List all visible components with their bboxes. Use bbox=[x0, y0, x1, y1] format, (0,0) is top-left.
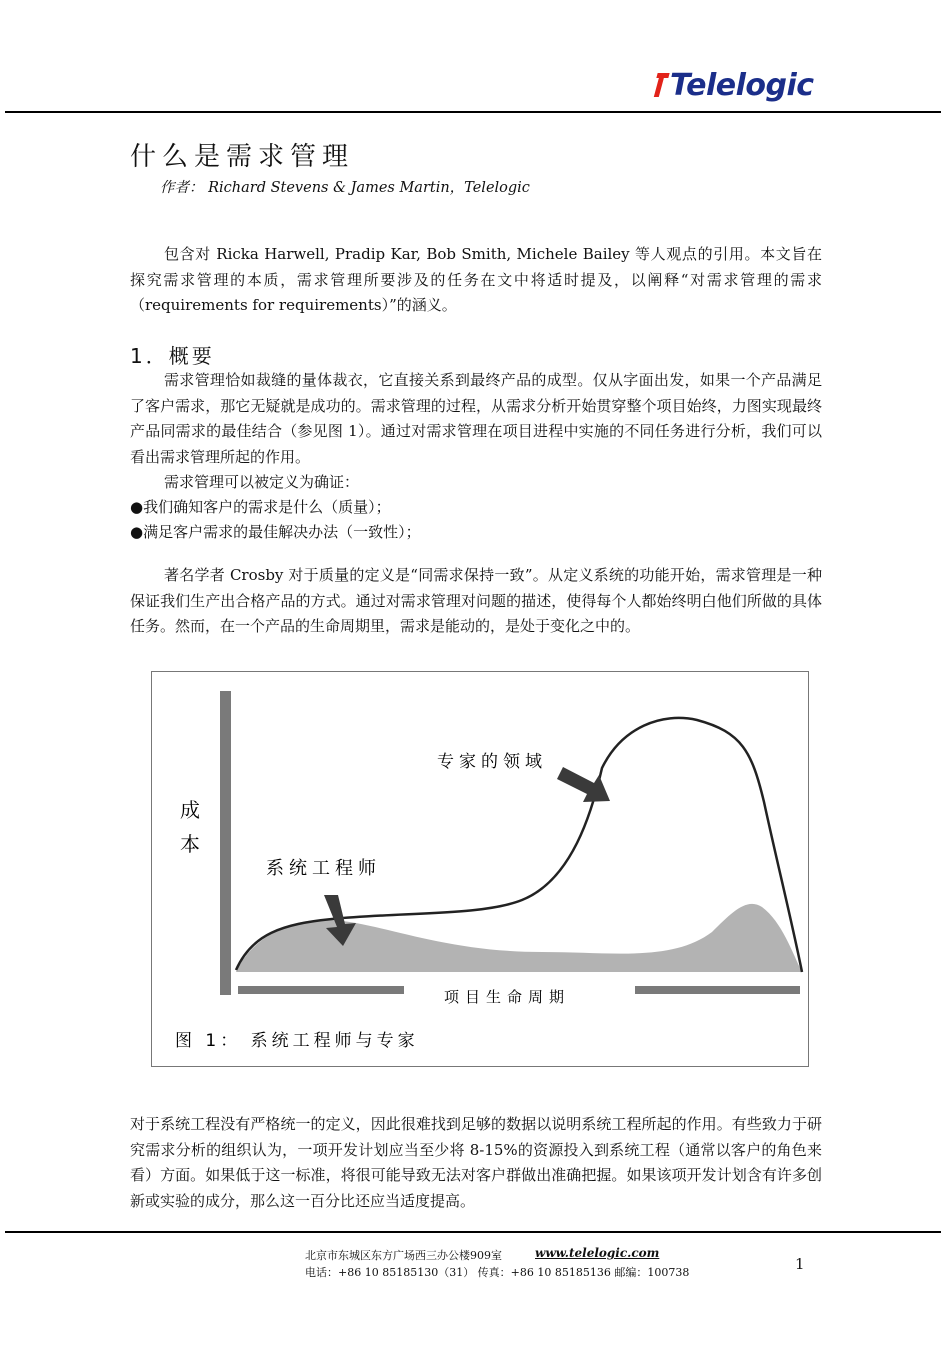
page-title: 什么是需求管理 bbox=[130, 142, 355, 172]
lifecycle-bar-left bbox=[238, 986, 404, 994]
x-axis-label: 项目生命周期 bbox=[444, 988, 571, 1006]
definition-intro: 需求管理可以被定义为确证： bbox=[164, 473, 360, 491]
figure-1 bbox=[151, 671, 809, 1067]
section1-p3-text: 对于系统工程没有严格统一的定义，因此很难找到足够的数据以说明系统工程所起的作用。有些致力于研究需求分析的组织认为，一项开发计划应当至少将 8-15%的资源投入到系统工程（通常以客户的角色来看）方面。如果低于这一标准，将很可能导致无法对客户群做出准确把握。如果该项开发计划含有许多创新或实验的成分，那么这一百分比还应当适度提高。 bbox=[130, 1115, 822, 1210]
engineer-area bbox=[236, 904, 802, 972]
page-number: 1 bbox=[795, 1255, 805, 1273]
footer-rule bbox=[5, 1231, 941, 1233]
logo-text: Telelogic bbox=[670, 68, 814, 103]
section1-paragraph-2 bbox=[130, 563, 822, 640]
section1-p2-text: 著名学者 Crosby 对于质量的定义是“同需求保持一致”。从定义系统的功能开始，需求管理是一种保证我们生产出合格产品的方式。通过对需求管理对问题的描述，使得每个人都始终明白他们所做的具体任务。然而，在一个产品的生命周期里，需求是能动的，是处于变化之中的。 bbox=[130, 566, 822, 635]
logo-mark-icon bbox=[655, 73, 669, 97]
lifecycle-bar-right bbox=[635, 986, 800, 994]
section-heading: 1．概要 bbox=[130, 344, 215, 368]
intro-text: 包含对 Ricka Harwell, Pradip Kar, Bob Smith, Michele Bailey 等人观点的引用。本文旨在探究需求管理的本质，需求管理所要涉及的任务在文中将适时提及，以阐释“对需求管理的需求（requirements for requirements）”的涵义。 bbox=[130, 245, 822, 314]
footer-contact: 电话：+86 10 85185130（31） 传真：+86 10 85185136 邮编：100738 bbox=[305, 1266, 690, 1279]
y-axis-label-1: 成 bbox=[180, 798, 200, 822]
author-line: 作者： Richard Stevens & James Martin，Telelogic bbox=[160, 180, 530, 196]
telelogic-logo bbox=[655, 68, 814, 103]
intro-paragraph bbox=[130, 242, 822, 319]
footer-url-link[interactable]: www.telelogic.com bbox=[535, 1246, 660, 1260]
expert-label: 专家的领域 bbox=[437, 752, 547, 772]
bullet-item-1: ●我们确知客户的需求是什么（质量）； bbox=[130, 498, 391, 516]
figure-diagram bbox=[152, 672, 810, 1068]
section1-paragraph-3 bbox=[130, 1112, 822, 1214]
section1-paragraph-1 bbox=[130, 368, 822, 470]
engineer-label: 系统工程师 bbox=[266, 858, 381, 879]
footer-address: 北京市东城区东方广场西三办公楼909室 bbox=[305, 1249, 502, 1262]
y-axis-bar bbox=[220, 691, 231, 995]
header-rule bbox=[5, 111, 941, 113]
bullet-item-2: ●满足客户需求的最佳解决办法（一致性）； bbox=[130, 523, 421, 541]
figure-caption: 图 1： 系统工程师与专家 bbox=[175, 1031, 419, 1051]
section1-p1-text: 需求管理恰如裁缝的量体裁衣，它直接关系到最终产品的成型。仅从字面出发，如果一个产品满足了客户需求，那它无疑就是成功的。需求管理的过程，从需求分析开始贯穿整个项目始终，力图实现最终产品同需求的最佳结合（参见图 1）。通过对需求管理在项目进程中实施的不同任务进行分析，我们可以看出需求管理所起的作用。 bbox=[130, 371, 822, 466]
y-axis-label-2: 本 bbox=[180, 832, 200, 856]
